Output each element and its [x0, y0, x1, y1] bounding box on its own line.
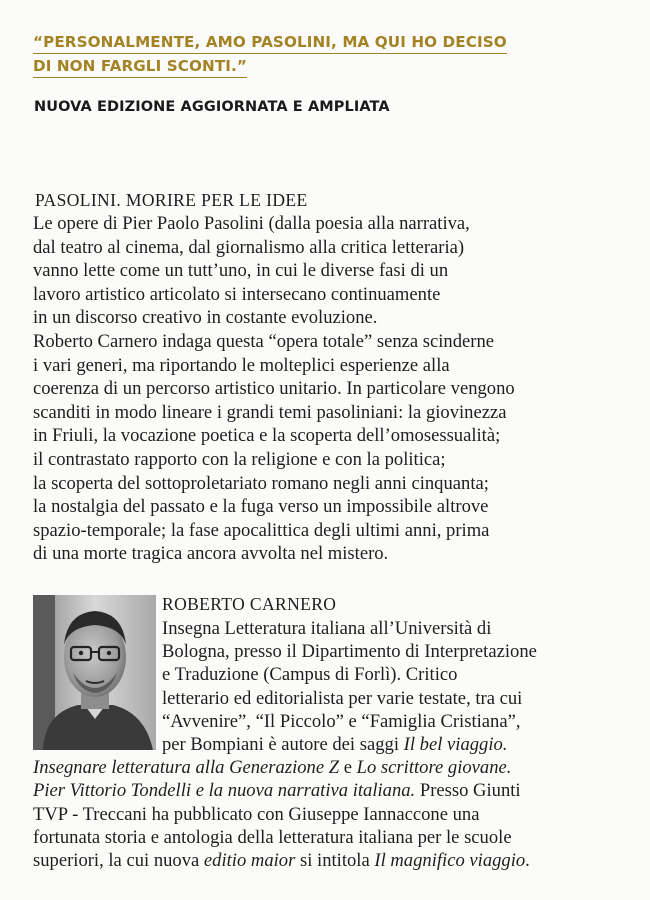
book-title-italic: Insegnare letteratura alla Generazione Z: [33, 757, 340, 779]
bio-line: [33, 756, 633, 779]
book-title-italic: Lo scrittore giovane.: [356, 757, 512, 779]
bio-text: e: [339, 757, 357, 779]
edition-italic: editio maior: [203, 850, 296, 872]
description-line: di una morte tragica ancora avvolta nel mistero.: [33, 543, 389, 565]
bio-text: Presso Giunti: [415, 780, 521, 802]
bio-line: TVP - Treccani ha pubblicato con Giuseppe Iannaccone una: [33, 803, 480, 825]
book-title-italic: Pier Vittorio Tondelli e la nuova narrativa italiana.: [33, 780, 416, 802]
description-line: vanno lette come un tutt’uno, in cui le diverse fasi di un: [33, 260, 449, 282]
book-title-italic: Il bel viaggio.: [403, 734, 508, 756]
bio-line: letterario ed editorialista per varie testate, tra cui: [162, 687, 523, 709]
description-line: coerenza di un percorso artistico unitario. In particolare vengono: [33, 378, 515, 400]
author-bio: [33, 617, 633, 872]
bio-line: fortunata storia e antologia della letteratura italiana per le scuole: [33, 826, 512, 848]
bio-line: [33, 733, 633, 756]
bio-text: superiori, la cui nuova: [33, 850, 204, 872]
description-line: lavoro artistico articolato si intersecano continuamente: [33, 283, 441, 305]
edition-note: NUOVA EDIZIONE AGGIORNATA E AMPLIATA: [34, 99, 390, 115]
description-line: scanditi in modo lineare i grandi temi pasoliniani: la giovinezza: [33, 401, 507, 423]
bio-line: [33, 779, 633, 802]
pull-quote: [33, 31, 513, 79]
pull-quote-line-2: DI NON FARGLI SCONTI.”: [33, 55, 247, 78]
bio-text: per Bompiani è autore dei saggi: [162, 734, 404, 756]
pull-quote-line-1: “PERSONALMENTE, AMO PASOLINI, MA QUI HO DECISO: [33, 31, 507, 54]
bio-line: Bologna, presso il Dipartimento di Interpretazione: [162, 641, 537, 663]
bio-line: e Traduzione (Campus di Forlì). Critico: [162, 664, 458, 686]
description-line: il contrastato rapporto con la religione e con la politica;: [33, 448, 446, 470]
description-line: i vari generi, ma riportando le molteplici esperienze alla: [33, 354, 450, 376]
description-line: Roberto Carnero indaga questa “opera totale” senza scinderne: [33, 330, 495, 352]
description-line: in Friuli, la vocazione poetica e la scoperta dell’omosessualità;: [33, 425, 501, 447]
bio-line: Insegna Letteratura italiana all’Università di: [162, 618, 492, 639]
description-line: dal teatro al cinema, dal giornalismo alla critica letteraria): [33, 236, 465, 258]
description-line: Le opere di Pier Paolo Pasolini (dalla poesia alla narrativa,: [33, 213, 470, 234]
author-name: ROBERTO CARNERO: [162, 594, 337, 614]
book-title: PASOLINI. MORIRE PER LE IDEE: [35, 190, 308, 210]
description-line: spazio-temporale; la fase apocalittica degli ultimi anni, prima: [33, 519, 490, 541]
description-line: la nostalgia del passato e la fuga verso un impossibile altrove: [33, 496, 489, 518]
bio-line: [33, 849, 633, 872]
book-title-italic: Il magnifico viaggio: [374, 850, 526, 872]
book-description: [33, 212, 633, 566]
bio-text: si intitola: [295, 850, 375, 872]
description-line: in un discorso creativo in costante evoluzione.: [33, 307, 378, 329]
bio-text: .: [525, 850, 530, 872]
description-line: la scoperta del sottoproletariato romano negli anni cinquanta;: [33, 472, 489, 494]
bio-line: “Avvenire”, “Il Piccolo” e “Famiglia Cristiana”,: [162, 710, 521, 732]
